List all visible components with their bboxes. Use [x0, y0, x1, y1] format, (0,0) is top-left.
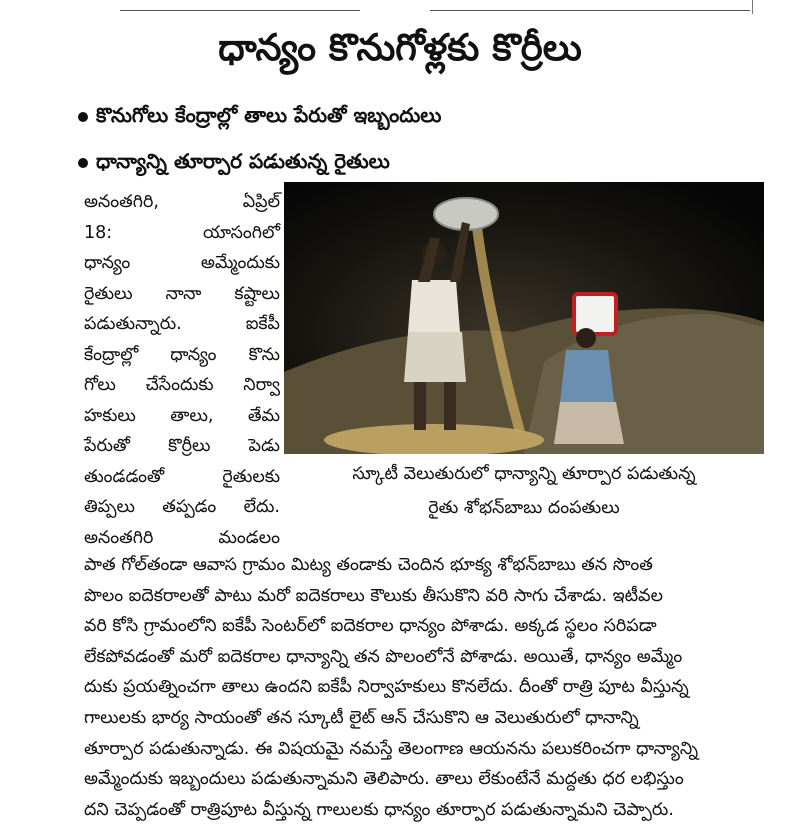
text-line: పొలం ఐదెకరాలతో పాటు మరో ఐదెకరాలు కౌలుకు తీసుకొని వరి సాగు చేశాడు. ఇటీవల: [84, 585, 664, 606]
caption-line: రైతు శోభన్‌బాబు దంపతులు: [428, 498, 620, 518]
text-line: తూర్పార పడుతున్నాడు. ఈ విషయమై నమస్తే తెలంగాణ ఆయనను పలుకరించగా ధాన్యాన్ని: [84, 738, 699, 759]
text-line: రైతులు నానా కష్టాలు: [84, 283, 280, 304]
text-line: పాత గోల్‌తండా ఆవాస గ్రామం మిట్య తండాకు చెందిన భూక్య శోభన్‌బాబు తన సొంత: [84, 555, 653, 575]
text-line: తుండడంతో రైతులకు: [84, 466, 280, 487]
text-line: లేకపోవడంతో మరో ఐదెకరాల ధాన్యాన్ని తన పొలంలోనే పోశాడు. అయితే, ధాన్యం అమ్మేం: [84, 646, 683, 667]
headline: ధాన్యం కొనుగోళ్లకు కొర్రీలు: [218, 26, 582, 69]
caption-line: స్కూటీ వెలుతురులో ధాన్యాన్ని తూర్పార పడుతున్న: [352, 464, 696, 484]
text-line: గాలులకు భార్య సాయంతో తన స్కూటీ లైట్ ఆన్ చేసుకొని ఆ వెలుతురులో ధానాన్ని: [84, 707, 639, 728]
farmers-winnowing-photo: [284, 182, 764, 454]
photo-illustration: [284, 182, 764, 454]
text-line: అనంతగిరి, ఏప్రిల్: [84, 192, 280, 212]
top-rule: [430, 10, 750, 11]
bullet-item: [78, 92, 441, 138]
bullet-text: కొనుగోలు కేంద్రాల్లో తాలు పేరుతో ఇబ్బందులు: [96, 103, 442, 127]
bullet-icon: [78, 158, 88, 168]
text-line: తిప్పలు తప్పడం లేదు.: [84, 497, 280, 517]
bullet-item: [78, 138, 441, 184]
bullet-text: ధాన్యాన్ని తూర్పార పడుతున్న రైతులు: [96, 149, 390, 173]
text-line: పడుతున్నారు. ఐకేపీ: [84, 314, 280, 334]
text-line: దుకు ప్రయత్నించగా తాలు ఉందని ఐకేపీ నిర్వాహకులు కొనలేదు. దీంతో రాత్రి పూట వీస్తున్న: [84, 677, 689, 698]
text-line: గోలు చేసేందుకు నిర్వా: [84, 375, 280, 395]
photo-caption: [284, 457, 764, 525]
text-line: అనంతగిరి మండలం: [84, 527, 280, 548]
text-line: దని చెప్పడంతో రాత్రిపూట వీస్తున్న గాలులకు ధాన్యం తూర్పార పడుతున్నామని చెప్పారు.: [84, 799, 674, 820]
bullet-list: [78, 92, 441, 184]
text-line: 18: యాసంగిలో: [84, 222, 280, 243]
text-line: అమ్మేందుకు ఇబ్బందులు పడుతున్నామని తెలిపారు. తాలు లేకుంటేనే మద్దతు ధర లభిస్తుం: [84, 769, 684, 790]
text-line: కేంద్రాల్లో ధాన్యం కొను: [84, 344, 280, 365]
text-line: ధాన్యం అమ్మేందుకు: [84, 253, 280, 273]
text-line: హకులు తాలు, తేమ: [84, 405, 280, 426]
top-rule: [120, 10, 360, 11]
column-rule: [752, 0, 753, 14]
lead-paragraph: [84, 187, 280, 553]
text-line: పేరుతో కొర్రీలు పెడు: [84, 436, 280, 456]
bullet-icon: [78, 112, 88, 122]
body-paragraph: [84, 550, 766, 825]
text-line: వరి కోసి గ్రామంలోని ఐకేపీ సెంటర్‌లో ఐదెకరాల ధాన్యం పోశాడు. అక్కడ స్థలం సరిపడా: [84, 616, 657, 637]
